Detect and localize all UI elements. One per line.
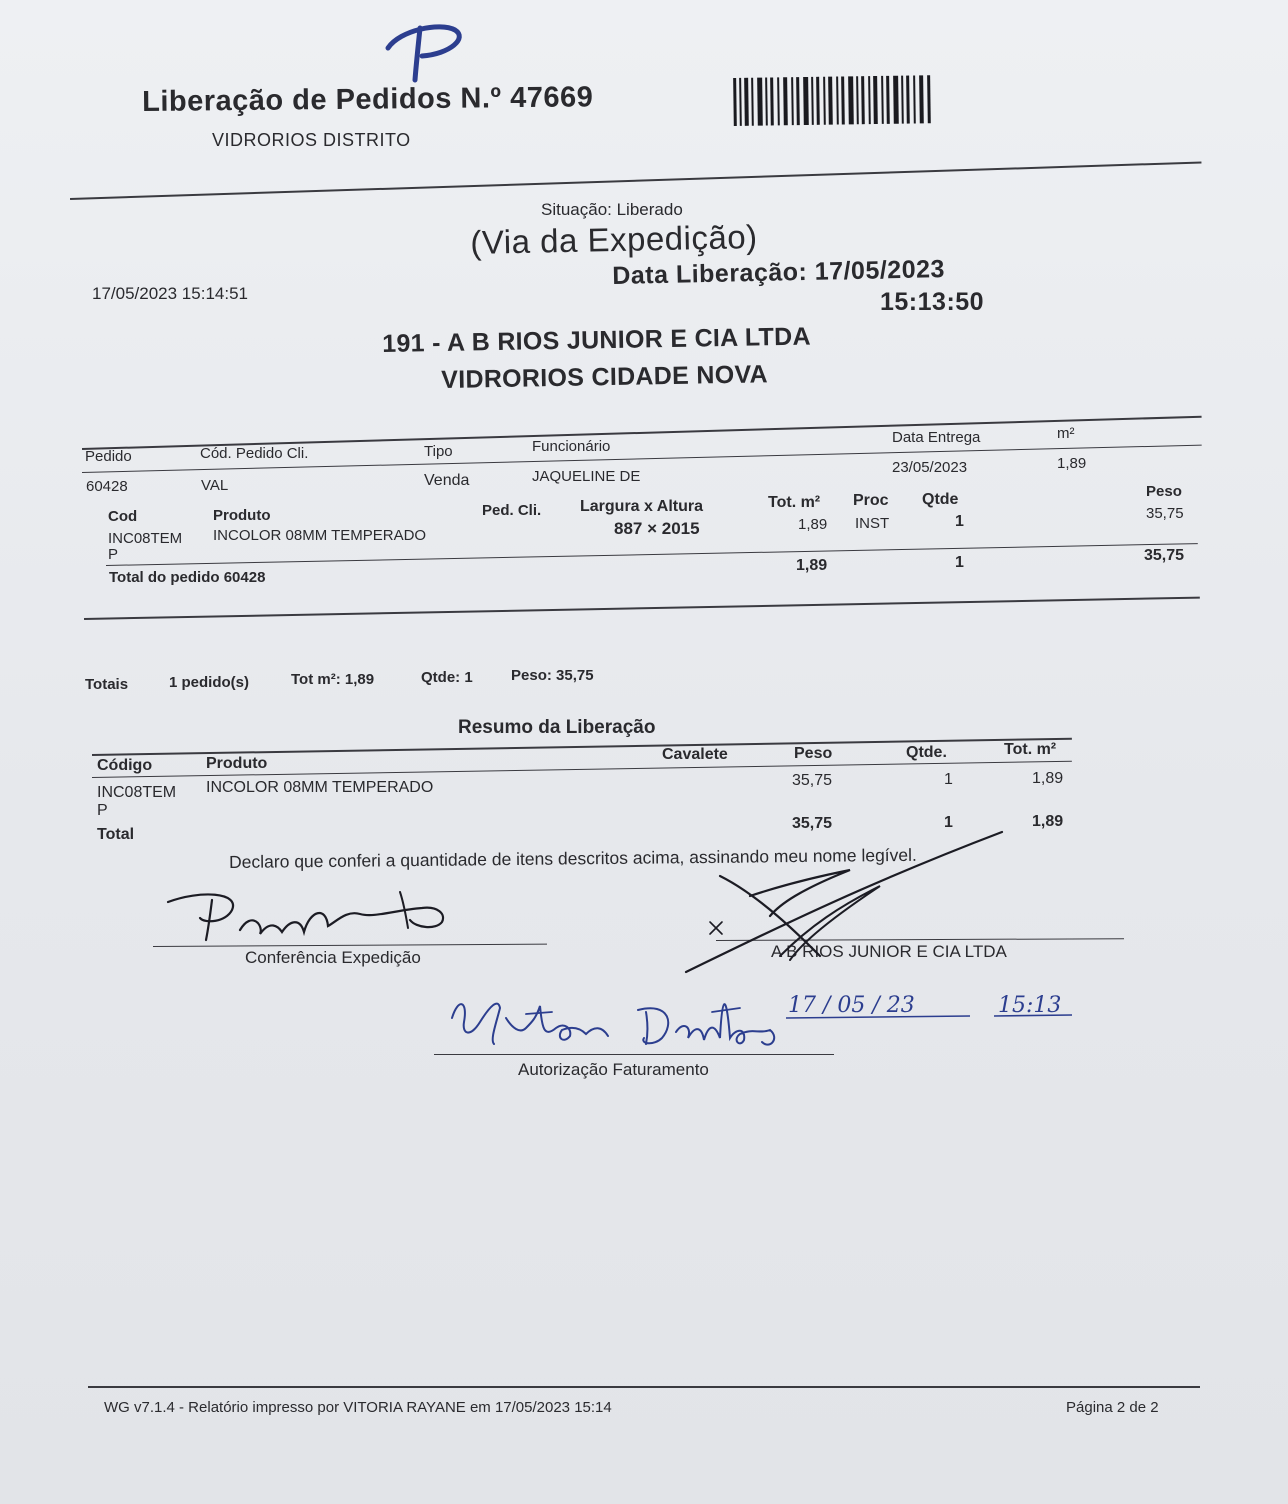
signature-vitoria-dantas (440, 978, 790, 1058)
order-total-peso: 35,75 (1144, 547, 1185, 564)
resumo-total-qtde: 1 (944, 814, 953, 831)
item-ped-cli-header: Ped. Cli. (482, 502, 542, 519)
resumo-total-label: Total (97, 826, 135, 843)
footer-rule (88, 1386, 1200, 1388)
order-pedido: 60428 (86, 478, 128, 495)
order-total-qtde: 1 (955, 554, 964, 571)
resumo-codigo-line-2: P (97, 802, 108, 819)
col-tipo-header: Tipo (424, 443, 453, 460)
item-peso-header: Peso (1146, 483, 1182, 500)
item-largura-altura-header: Largura x Altura (580, 498, 703, 515)
item-total-rule (106, 543, 1198, 566)
item-proc: INST (855, 515, 890, 532)
order-total-label: Total do pedido 60428 (109, 569, 266, 586)
col-cod-pedido-cli-header: Cód. Pedido Cli. (200, 445, 309, 462)
signature-company-scribble (680, 826, 1020, 976)
totals-pedidos: 1 pedido(s) (169, 674, 250, 691)
item-peso: 35,75 (1146, 505, 1184, 522)
footer-printed-by: WG v7.1.4 - Relatório impresso por VITORIA RAYANE em 17/05/2023 15:14 (104, 1399, 612, 1416)
resumo-tot-m2: 1,89 (1032, 770, 1064, 787)
item-tot-m2: 1,89 (798, 516, 828, 533)
document-title: Liberação de Pedidos N.º 47669 (142, 81, 594, 118)
item-cod-line-1: INC08TEM (108, 530, 183, 547)
item-produto-header: Produto (213, 507, 271, 524)
resumo-total-peso: 35,75 (792, 815, 833, 832)
handwritten-time: 15:13 (998, 993, 1062, 1018)
order-data-entrega: 23/05/2023 (892, 459, 968, 476)
data-liberacao: Data Liberação: 17/05/2023 (612, 255, 946, 290)
totals-peso: Peso: 35,75 (511, 667, 594, 684)
company-name: VIDRORIOS DISTRITO (212, 130, 411, 150)
order-total-m2: 1,89 (796, 557, 828, 574)
item-qtde: 1 (955, 513, 964, 530)
autorizacao-label: Autorização Faturamento (518, 1060, 709, 1079)
resumo-qtde-header: Qtde. (906, 744, 947, 761)
client-line-2: VIDRORIOS CIDADE NOVA (441, 360, 769, 394)
situacao-text: Situação: Liberado (541, 200, 683, 219)
resumo-codigo-header: Código (97, 757, 153, 774)
handwritten-date-time (786, 982, 1086, 1026)
resumo-peso: 35,75 (792, 772, 833, 789)
resumo-tot-m2-header: Tot. m² (1004, 741, 1057, 758)
order-bottom-rule (84, 597, 1200, 620)
col-data-entrega-header: Data Entrega (892, 429, 981, 446)
item-tot-m2-header: Tot. m² (768, 494, 821, 511)
order-tipo: Venda (424, 472, 470, 489)
resumo-produto-header: Produto (206, 755, 268, 772)
order-cod-pedido-cli: VAL (201, 477, 229, 494)
via-title: (Via da Expedição) (470, 217, 758, 261)
order-funcionario: JAQUELINE DE (532, 468, 641, 485)
resumo-title: Resumo da Liberação (458, 717, 656, 738)
totals-qtde: Qtde: 1 (421, 669, 473, 686)
totals-label: Totais (85, 676, 129, 693)
col-pedido-header: Pedido (85, 448, 132, 465)
printed-timestamp: 17/05/2023 15:14:51 (92, 284, 248, 303)
item-produto: INCOLOR 08MM TEMPERADO (213, 527, 427, 544)
totals-m2: Tot m²: 1,89 (291, 671, 375, 688)
handwritten-date: 17 / 05 / 23 (788, 993, 915, 1018)
item-cod-line-2: P (108, 546, 119, 563)
footer-page-number: Página 2 de 2 (1066, 1399, 1159, 1416)
signature-paulo (160, 880, 460, 950)
order-m2: 1,89 (1057, 455, 1087, 472)
resumo-qtde: 1 (944, 771, 953, 788)
resumo-peso-header: Peso (794, 745, 833, 762)
resumo-cavalete-header: Cavalete (662, 746, 728, 763)
col-funcionario-header: Funcionário (532, 438, 611, 455)
declaration-text: Declaro que conferi a quantidade de itens descritos acima, assinando meu nome legível. (229, 844, 917, 872)
conferencia-label: Conferência Expedição (245, 948, 421, 967)
data-liberacao-time: 15:13:50 (880, 288, 985, 316)
resumo-produto: INCOLOR 08MM TEMPERADO (206, 779, 434, 796)
client-line-1: 191 - A B RIOS JUNIOR E CIA LTDA (382, 322, 812, 358)
resumo-total-tot-m2: 1,89 (1032, 813, 1064, 830)
item-qtde-header: Qtde (922, 491, 959, 508)
company-signature-label: A B RIOS JUNIOR E CIA LTDA (771, 942, 1007, 961)
resumo-codigo-line-1: INC08TEM (97, 784, 177, 801)
item-cod-header: Cod (108, 508, 138, 525)
item-dimensions: 887 × 2015 (614, 519, 700, 538)
col-m2-header: m² (1057, 425, 1075, 442)
item-proc-header: Proc (853, 492, 889, 509)
